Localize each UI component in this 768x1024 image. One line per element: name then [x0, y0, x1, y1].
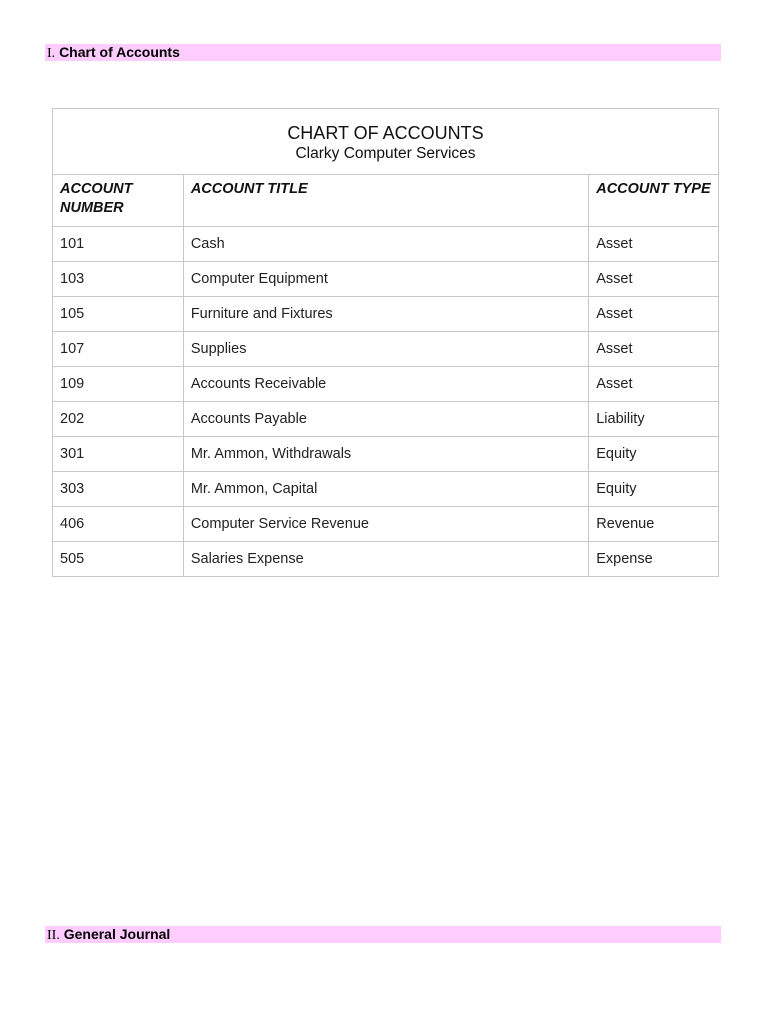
account-number-cell: 303 — [53, 472, 184, 507]
account-title-cell: Mr. Ammon, Withdrawals — [183, 437, 588, 472]
account-type-cell: Equity — [589, 472, 719, 507]
account-number-cell: 109 — [53, 367, 184, 402]
account-title-cell: Salaries Expense — [183, 542, 588, 577]
table-row — [53, 542, 719, 577]
table-title-cell — [53, 109, 719, 175]
table-row — [53, 297, 719, 332]
account-number-cell: 101 — [53, 227, 184, 262]
account-title-cell: Computer Equipment — [183, 262, 588, 297]
account-number-cell: 301 — [53, 437, 184, 472]
account-number-cell: 107 — [53, 332, 184, 367]
table-header-row — [53, 175, 719, 227]
account-title-cell: Cash — [183, 227, 588, 262]
header-account-title: ACCOUNT TITLE — [183, 175, 588, 227]
account-number-cell: 103 — [53, 262, 184, 297]
header-account-type: ACCOUNT TYPE — [589, 175, 719, 227]
account-title-cell: Computer Service Revenue — [183, 507, 588, 542]
account-type-cell: Revenue — [589, 507, 719, 542]
table-row — [53, 367, 719, 402]
account-title-cell: Furniture and Fixtures — [183, 297, 588, 332]
table-row — [53, 332, 719, 367]
table-row — [53, 472, 719, 507]
account-number-cell: 406 — [53, 507, 184, 542]
account-number-cell: 505 — [53, 542, 184, 577]
account-number-cell: 105 — [53, 297, 184, 332]
section-heading-general-journal — [45, 926, 721, 943]
table-row — [53, 402, 719, 437]
document-title: CHART OF ACCOUNTS — [287, 123, 484, 143]
chart-of-accounts-table — [52, 108, 719, 577]
table-body — [53, 227, 719, 577]
company-name: Clarky Computer Services — [295, 145, 476, 162]
section-number: I. — [47, 46, 56, 61]
account-type-cell: Asset — [589, 262, 719, 297]
account-type-cell: Asset — [589, 227, 719, 262]
account-type-cell: Expense — [589, 542, 719, 577]
section-heading-chart-of-accounts — [45, 44, 721, 61]
account-title-cell: Accounts Receivable — [183, 367, 588, 402]
account-type-cell: Asset — [589, 297, 719, 332]
account-type-cell: Asset — [589, 367, 719, 402]
account-title-cell: Accounts Payable — [183, 402, 588, 437]
section-label: Chart of Accounts — [59, 44, 180, 60]
account-number-cell: 202 — [53, 402, 184, 437]
account-type-cell: Equity — [589, 437, 719, 472]
account-title-cell: Supplies — [183, 332, 588, 367]
table-row — [53, 262, 719, 297]
account-type-cell: Asset — [589, 332, 719, 367]
account-title-cell: Mr. Ammon, Capital — [183, 472, 588, 507]
table-row — [53, 507, 719, 542]
table-row — [53, 437, 719, 472]
section-label: General Journal — [63, 926, 171, 942]
table-row — [53, 227, 719, 262]
table-title-row — [53, 109, 719, 175]
section-number: II. — [47, 928, 60, 943]
header-account-number: ACCOUNT NUMBER — [53, 175, 184, 227]
account-type-cell: Liability — [589, 402, 719, 437]
